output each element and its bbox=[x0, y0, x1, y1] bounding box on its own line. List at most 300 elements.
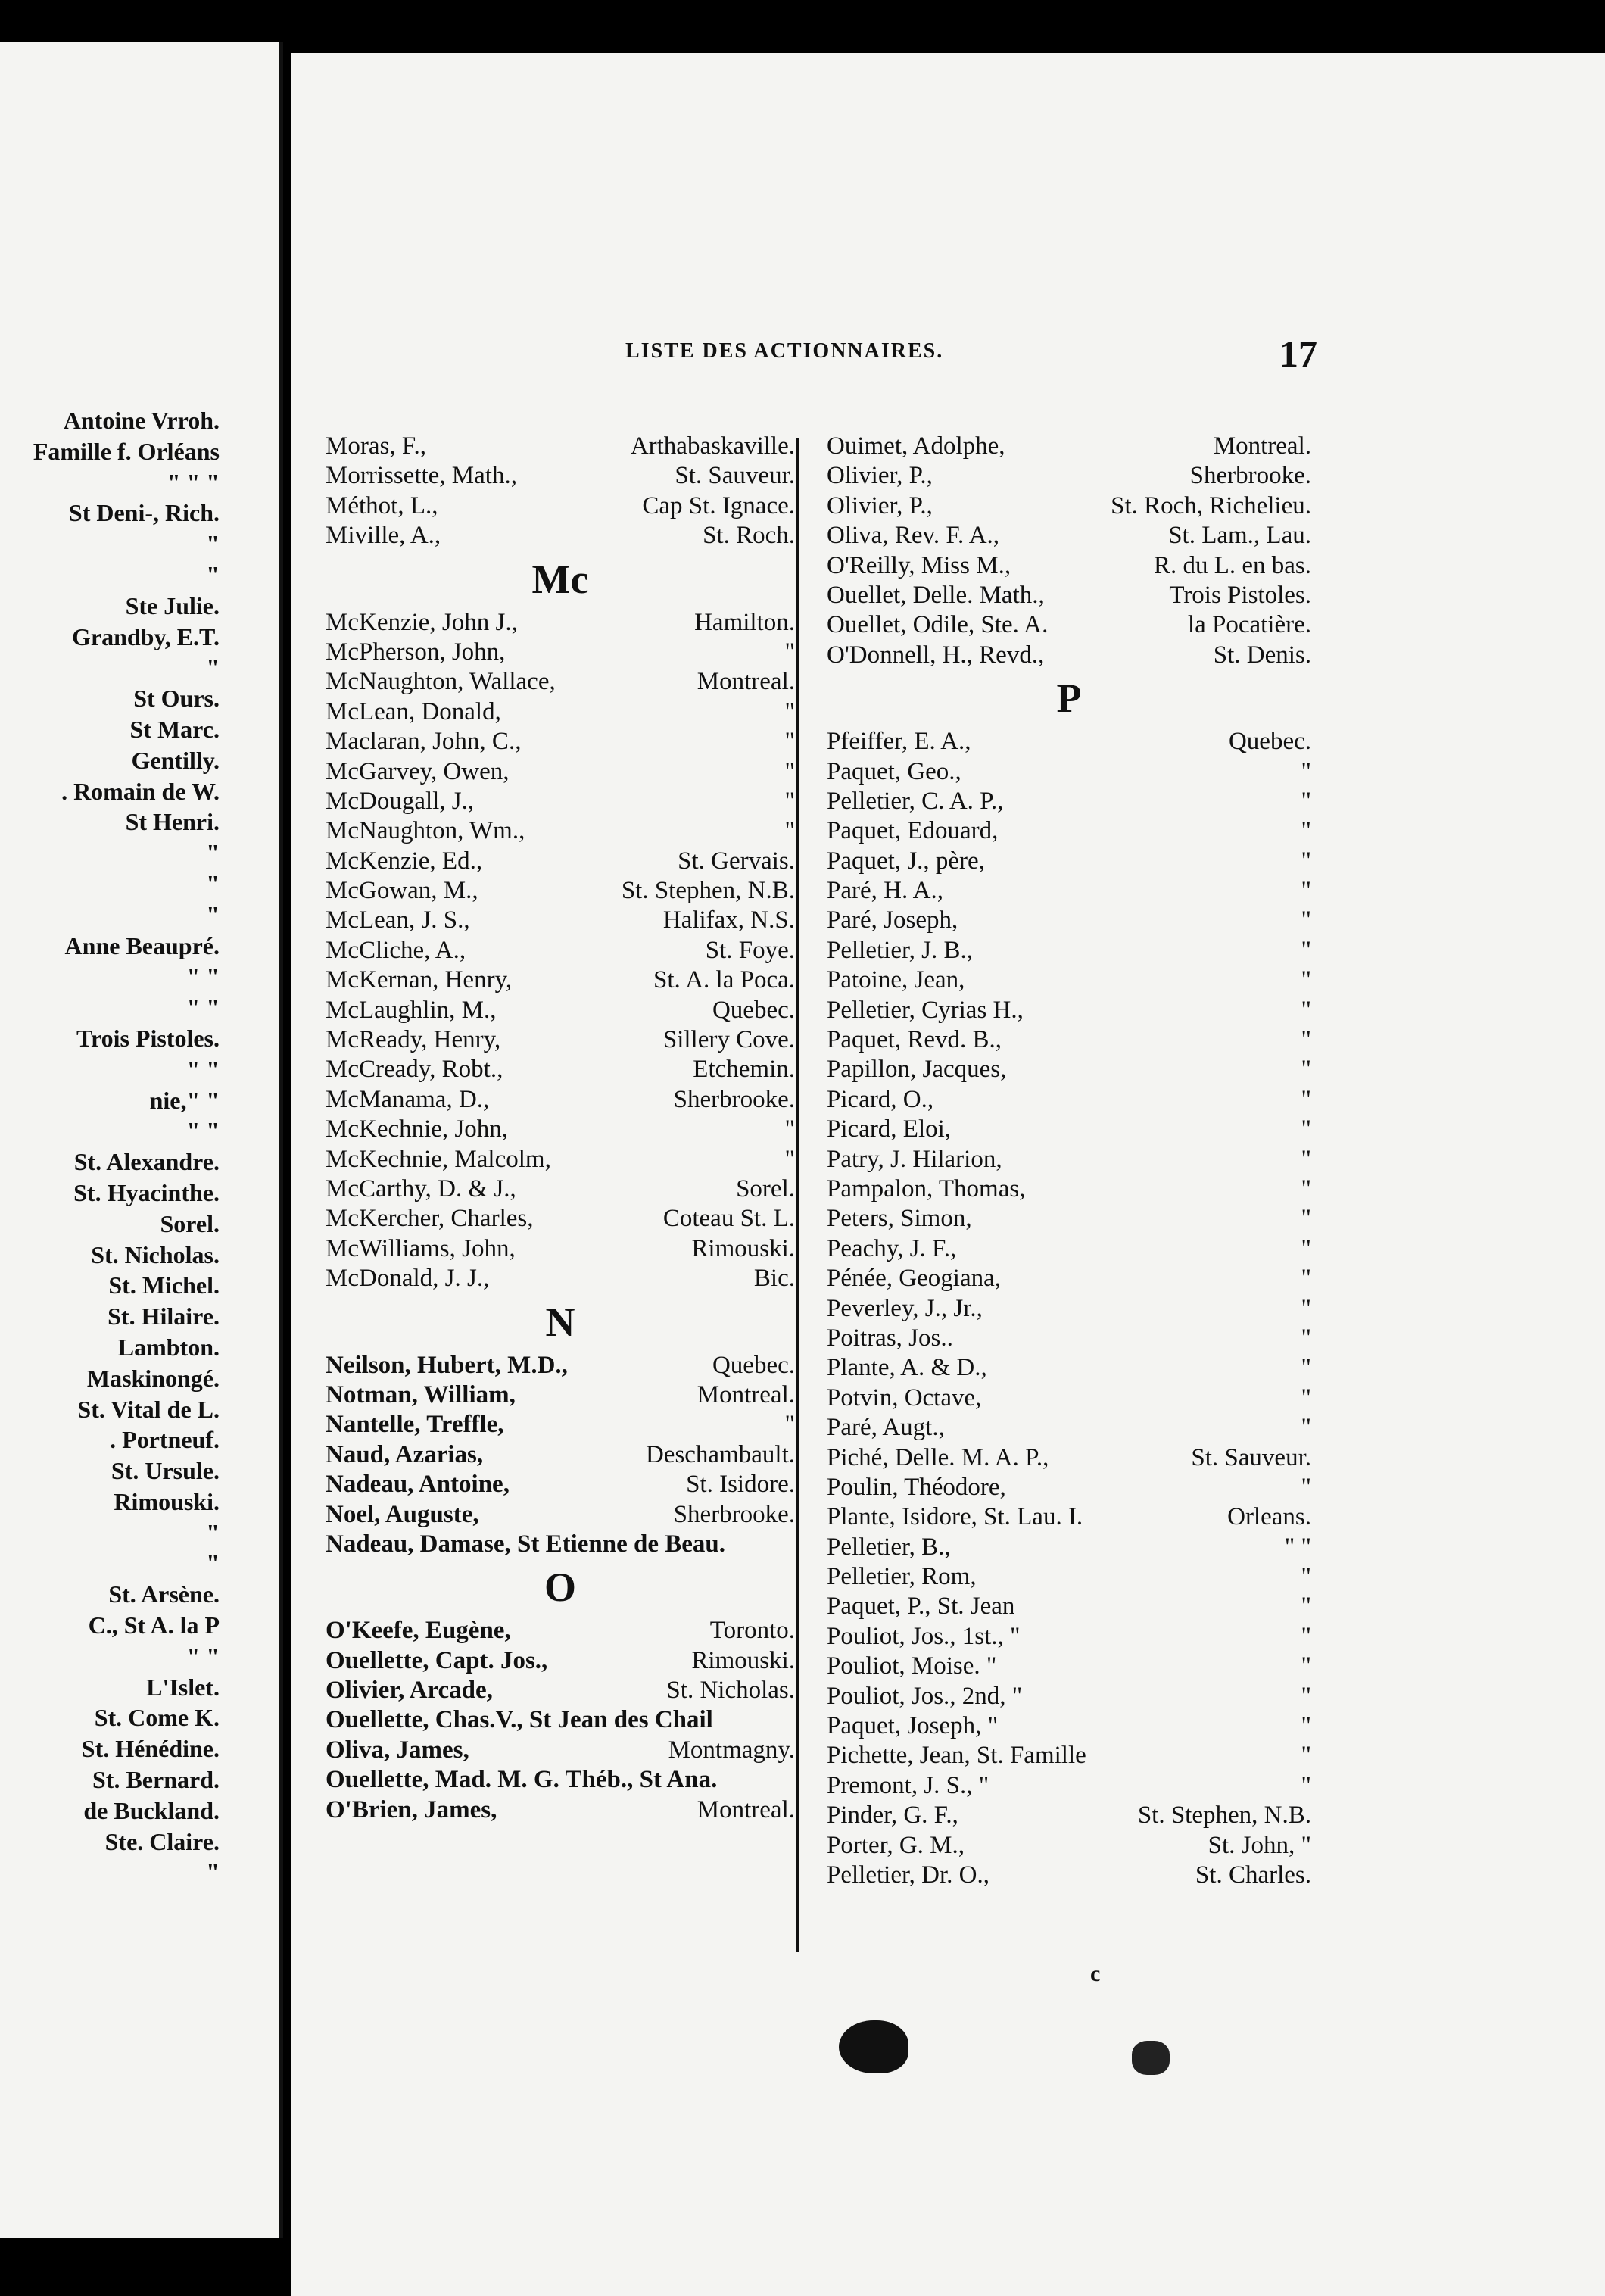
shareholder-name: McKenzie, John J., bbox=[326, 608, 518, 636]
shareholder-name: McCliche, A., bbox=[326, 936, 466, 964]
left-column bbox=[326, 432, 795, 1825]
shareholder-entry bbox=[827, 816, 1311, 846]
shareholder-entry bbox=[827, 847, 1311, 876]
previous-page-line: " " bbox=[186, 994, 220, 1022]
shareholder-name: Potvin, Octave, bbox=[827, 1384, 982, 1412]
previous-page-line: " " " bbox=[167, 468, 220, 496]
shareholder-entry bbox=[326, 1530, 795, 1559]
shareholder-name: McGarvey, Owen, bbox=[326, 757, 510, 785]
previous-page-line: St. Hyacinthe. bbox=[73, 1178, 220, 1206]
previous-page-line: " " bbox=[186, 1642, 220, 1670]
shareholder-place: " bbox=[1301, 1622, 1311, 1650]
shareholder-entry bbox=[827, 1533, 1311, 1562]
shareholder-name: McReady, Henry, bbox=[326, 1026, 501, 1054]
shareholder-name: McGowan, M., bbox=[326, 877, 478, 905]
previous-page-line: St. Hilaire. bbox=[108, 1302, 220, 1330]
shareholder-place: St. Sauveur. bbox=[675, 462, 795, 490]
shareholder-entry bbox=[827, 1831, 1311, 1861]
previous-page-line: " " bbox=[186, 962, 220, 990]
shareholder-place: Montreal. bbox=[1213, 432, 1311, 460]
shareholder-place: Quebec. bbox=[712, 996, 795, 1024]
previous-page-line: L'Islet. bbox=[146, 1673, 220, 1701]
shareholder-entry bbox=[326, 1646, 795, 1676]
shareholder-place: Montreal. bbox=[697, 1795, 795, 1823]
shareholder-entry bbox=[827, 1264, 1311, 1293]
shareholder-entry bbox=[326, 1234, 795, 1264]
shareholder-name: Neilson, Hubert, M.D., bbox=[326, 1351, 568, 1379]
shareholder-place: Sherbrooke. bbox=[673, 1085, 795, 1113]
shareholder-place: " bbox=[1301, 877, 1311, 905]
shareholder-place: " bbox=[1301, 757, 1311, 785]
previous-page-line: . Portneuf. bbox=[110, 1426, 220, 1454]
previous-page-line: Sorel. bbox=[160, 1209, 220, 1237]
shareholder-place: " bbox=[784, 697, 795, 725]
previous-page-line: St. Nicholas. bbox=[91, 1240, 220, 1268]
shareholder-place: R. du L. en bas. bbox=[1153, 551, 1311, 579]
shareholder-name: Paré, H. A., bbox=[827, 877, 943, 905]
shareholder-place: " bbox=[1301, 1205, 1311, 1233]
shareholder-place: Sherbrooke. bbox=[1189, 462, 1311, 490]
shareholder-entry bbox=[326, 432, 795, 461]
shareholder-entry bbox=[827, 641, 1311, 670]
shareholder-entry bbox=[827, 1324, 1311, 1353]
shareholder-entry bbox=[827, 936, 1311, 966]
shareholder-place: " bbox=[1301, 1056, 1311, 1084]
previous-page-line: " bbox=[206, 839, 220, 867]
shareholder-entry bbox=[326, 906, 795, 935]
shareholder-place: " bbox=[1301, 1145, 1311, 1173]
shareholder-entry bbox=[827, 1384, 1311, 1413]
previous-page-line: St. Vital de L. bbox=[77, 1395, 220, 1423]
shareholder-place: " bbox=[1301, 1682, 1311, 1710]
previous-page-line: Famille f. Orléans bbox=[33, 437, 220, 465]
shareholder-entry bbox=[326, 1175, 795, 1204]
shareholder-entry bbox=[326, 1470, 795, 1499]
previous-page-line: Rimouski. bbox=[114, 1487, 220, 1515]
shareholder-name: O'Donnell, H., Revd., bbox=[827, 641, 1045, 669]
shareholder-name: Paquet, Joseph, " bbox=[827, 1712, 999, 1740]
shareholder-place: " bbox=[1301, 1771, 1311, 1799]
shareholder-entry bbox=[326, 1204, 795, 1234]
shareholder-name: Peverley, J., Jr., bbox=[827, 1294, 983, 1322]
shareholder-name: Poitras, Jos.. bbox=[827, 1324, 953, 1352]
shareholder-name: O'Brien, James, bbox=[326, 1795, 497, 1823]
previous-page-line: Antoine Vrroh. bbox=[63, 407, 220, 434]
shareholder-place: " bbox=[1301, 1652, 1311, 1680]
shareholder-place: Toronto. bbox=[709, 1617, 795, 1645]
shareholder-place: " bbox=[1301, 1026, 1311, 1054]
shareholder-name: Ouellette, Mad. M. G. Théb., St Ana. bbox=[326, 1766, 718, 1794]
shareholder-name: O'Keefe, Eugène, bbox=[326, 1617, 511, 1645]
shareholder-place: Trois Pistoles. bbox=[1169, 581, 1311, 609]
shareholder-entry bbox=[827, 491, 1311, 521]
catchword: c bbox=[1090, 1961, 1101, 1986]
previous-page-line: Gentilly. bbox=[131, 746, 220, 774]
shareholder-place: " bbox=[1301, 1473, 1311, 1501]
shareholder-name: Peters, Simon, bbox=[827, 1205, 972, 1233]
shareholder-name: Moras, F., bbox=[326, 432, 427, 460]
shareholder-name: Pinder, G. F., bbox=[827, 1802, 958, 1830]
shareholder-entry bbox=[326, 1440, 795, 1470]
right-column bbox=[827, 432, 1311, 1890]
shareholder-place: " " bbox=[1284, 1533, 1311, 1561]
shareholder-name: Notman, William, bbox=[326, 1380, 516, 1408]
shareholder-name: McCarthy, D. & J., bbox=[326, 1175, 516, 1203]
shareholder-entry bbox=[326, 847, 795, 876]
shareholder-entry bbox=[326, 461, 795, 491]
shareholder-place: Cap St. Ignace. bbox=[642, 491, 795, 519]
shareholder-name: Plante, A. & D., bbox=[827, 1354, 987, 1382]
shareholder-entry bbox=[827, 1294, 1311, 1324]
shareholder-entry bbox=[326, 816, 795, 846]
shareholder-place: " bbox=[784, 1145, 795, 1173]
shareholder-place: la Pocatière. bbox=[1187, 611, 1311, 639]
shareholder-place: " bbox=[1301, 1234, 1311, 1262]
previous-page-line: " bbox=[206, 1858, 220, 1886]
shareholder-entry bbox=[326, 1025, 795, 1055]
shareholder-entry bbox=[827, 727, 1311, 756]
shareholder-name: Ouellette, Chas.V., St Jean des Chail bbox=[326, 1706, 713, 1734]
shareholder-place: Hamilton. bbox=[694, 608, 795, 636]
shareholder-entry bbox=[326, 1500, 795, 1530]
shareholder-place: St. Denis. bbox=[1213, 641, 1311, 669]
shareholder-place: Etchemin. bbox=[693, 1056, 795, 1084]
shareholder-place: St. Lam., Lau. bbox=[1168, 522, 1311, 550]
shareholder-place: " bbox=[1301, 1384, 1311, 1412]
shareholder-name: Paquet, Edouard, bbox=[827, 817, 999, 845]
shareholder-entry bbox=[326, 1676, 795, 1705]
shareholder-place: St. Stephen, N.B. bbox=[621, 877, 795, 905]
shareholder-place: " bbox=[1301, 1175, 1311, 1203]
shareholder-entry bbox=[827, 1055, 1311, 1084]
shareholder-place: Montreal. bbox=[697, 1380, 795, 1408]
shareholder-place: Orleans. bbox=[1227, 1503, 1311, 1531]
shareholder-name: Olivier, P., bbox=[827, 462, 933, 490]
shareholder-place: " bbox=[1301, 1563, 1311, 1591]
shareholder-name: Porter, G. M., bbox=[827, 1831, 965, 1859]
shareholder-name: McNaughton, Wallace, bbox=[326, 668, 556, 696]
shareholder-name: McNaughton, Wm., bbox=[326, 817, 525, 845]
shareholder-place: " bbox=[1301, 996, 1311, 1024]
shareholder-place: Deschambault. bbox=[645, 1440, 795, 1468]
shareholder-place: Sherbrooke. bbox=[673, 1500, 795, 1528]
shareholder-entry bbox=[827, 966, 1311, 995]
previous-page-line: Anne Beaupré. bbox=[64, 931, 220, 959]
shareholder-entry bbox=[326, 787, 795, 816]
shareholder-name: Poulin, Théodore, bbox=[827, 1473, 1006, 1501]
shareholder-entry bbox=[326, 491, 795, 521]
shareholder-entry bbox=[827, 1473, 1311, 1502]
shareholder-place: St. John, " bbox=[1208, 1831, 1311, 1859]
shareholder-place: " bbox=[1301, 1265, 1311, 1293]
shareholder-name: McDougall, J., bbox=[326, 787, 475, 815]
section-heading-o: O bbox=[544, 1564, 576, 1611]
shareholder-name: Paquet, Geo., bbox=[827, 757, 961, 785]
shareholder-name: Peachy, J. F., bbox=[827, 1234, 957, 1262]
shareholder-entry bbox=[827, 1443, 1311, 1473]
shareholder-place: " bbox=[784, 728, 795, 756]
shareholder-entry bbox=[827, 876, 1311, 906]
shareholder-place: St. Gervais. bbox=[678, 847, 795, 875]
shareholder-name: McWilliams, John, bbox=[326, 1234, 516, 1262]
shareholder-entry bbox=[326, 1351, 795, 1380]
shareholder-place: Quebec. bbox=[712, 1351, 795, 1379]
ink-blot bbox=[839, 2020, 908, 2073]
previous-page-line: C., St A. la P bbox=[88, 1611, 220, 1639]
shareholder-entry bbox=[827, 1562, 1311, 1592]
previous-page-line: St. Bernard. bbox=[92, 1766, 220, 1794]
shareholder-entry bbox=[827, 610, 1311, 640]
shareholder-place: " bbox=[1301, 817, 1311, 845]
previous-page-line: St Deni-, Rich. bbox=[68, 499, 220, 527]
shareholder-place: Montreal. bbox=[697, 668, 795, 696]
shareholder-entry bbox=[827, 1145, 1311, 1175]
shareholder-name: Pouliot, Moise. " bbox=[827, 1652, 997, 1680]
previous-page-line: St Ours. bbox=[133, 685, 220, 713]
shareholder-entry bbox=[827, 1711, 1311, 1741]
shareholder-entry bbox=[326, 757, 795, 787]
shareholder-name: Pelletier, J. B., bbox=[827, 936, 973, 964]
shareholder-entry bbox=[326, 1380, 795, 1410]
shareholder-entry bbox=[827, 757, 1311, 787]
shareholder-name: Miville, A., bbox=[326, 522, 441, 550]
shareholder-place: " bbox=[1301, 1712, 1311, 1740]
shareholder-entry bbox=[326, 1115, 795, 1144]
shareholder-name: Paquet, P., St. Jean bbox=[827, 1593, 1015, 1621]
shareholder-name: Noel, Auguste, bbox=[326, 1500, 479, 1528]
shareholder-place: " bbox=[1301, 906, 1311, 934]
shareholder-name: Méthot, L., bbox=[326, 491, 438, 519]
shareholder-entry bbox=[827, 521, 1311, 551]
shareholder-entry bbox=[326, 1085, 795, 1115]
shareholder-entry bbox=[827, 906, 1311, 935]
shareholder-place: St. Roch, Richelieu. bbox=[1111, 491, 1311, 519]
section-heading-n: N bbox=[545, 1299, 575, 1345]
shareholder-entry bbox=[326, 638, 795, 667]
previous-page-line: Maskinongé. bbox=[86, 1364, 220, 1392]
shareholder-place: St. Roch. bbox=[703, 522, 795, 550]
shareholder-name: McKernan, Henry, bbox=[326, 966, 513, 994]
shareholder-place: St. Nicholas. bbox=[666, 1677, 795, 1705]
shareholder-entry bbox=[827, 1115, 1311, 1144]
shareholder-entry bbox=[827, 1652, 1311, 1681]
shareholder-name: McKercher, Charles, bbox=[326, 1205, 534, 1233]
shareholder-name: Ouimet, Adolphe, bbox=[827, 432, 1005, 460]
previous-page-line: Trois Pistoles. bbox=[76, 1024, 220, 1052]
shareholder-name: Nadeau, Antoine, bbox=[326, 1471, 510, 1499]
shareholder-entry bbox=[827, 1682, 1311, 1711]
shareholder-name: Oliva, James, bbox=[326, 1736, 469, 1764]
shareholder-name: Pfeiffer, E. A., bbox=[827, 728, 971, 756]
previous-page-line: St. Come K. bbox=[94, 1704, 220, 1732]
shareholder-name: Piché, Delle. M. A. P., bbox=[827, 1443, 1049, 1471]
shareholder-name: McDonald, J. J., bbox=[326, 1265, 490, 1293]
shareholder-place: Halifax, N.S. bbox=[662, 906, 795, 934]
shareholder-name: Maclaran, John, C., bbox=[326, 728, 522, 756]
previous-page-line: St Marc. bbox=[129, 715, 220, 743]
previous-page-line: " bbox=[206, 900, 220, 928]
shareholder-place: " bbox=[784, 817, 795, 845]
shareholder-name: McKechnie, Malcolm, bbox=[326, 1145, 551, 1173]
shareholder-name: Pouliot, Jos., 1st., " bbox=[827, 1622, 1021, 1650]
shareholder-entry bbox=[326, 727, 795, 756]
shareholder-name: Pichette, Jean, St. Famille bbox=[827, 1742, 1086, 1770]
shareholder-place: Coteau St. L. bbox=[662, 1205, 795, 1233]
shareholder-entry bbox=[827, 1353, 1311, 1383]
shareholder-name: Pénée, Geogiana, bbox=[827, 1265, 1001, 1293]
shareholder-entry bbox=[827, 1592, 1311, 1621]
previous-page-line: " bbox=[206, 530, 220, 558]
shareholder-place: " bbox=[1301, 1593, 1311, 1621]
shareholder-name: McLean, J. S., bbox=[326, 906, 470, 934]
previous-page-line: St. Ursule. bbox=[111, 1457, 220, 1485]
shareholder-entry bbox=[326, 697, 795, 727]
shareholder-name: McKenzie, Ed., bbox=[326, 847, 483, 875]
previous-page-line: " bbox=[206, 1518, 220, 1546]
shareholder-entry bbox=[326, 1705, 795, 1735]
shareholder-place: " bbox=[1301, 1414, 1311, 1442]
shareholder-place: St. Stephen, N.B. bbox=[1137, 1802, 1311, 1830]
shareholder-name: McLean, Donald, bbox=[326, 697, 501, 725]
shareholder-name: Ouellet, Odile, Ste. A. bbox=[827, 611, 1049, 639]
previous-page-line: Ste. Claire. bbox=[104, 1827, 220, 1855]
shareholder-name: Pelletier, Dr. O., bbox=[827, 1861, 989, 1889]
shareholder-name: Plante, Isidore, St. Lau. I. bbox=[827, 1503, 1083, 1531]
shareholder-name: Paquet, J., père, bbox=[827, 847, 985, 875]
shareholder-name: Olivier, P., bbox=[827, 491, 933, 519]
shareholder-place: Rimouski. bbox=[691, 1234, 795, 1262]
shareholder-entry bbox=[326, 1736, 795, 1765]
shareholder-name: Naud, Azarias, bbox=[326, 1440, 484, 1468]
column-divider bbox=[796, 438, 799, 1952]
shareholder-place: " bbox=[1301, 1324, 1311, 1352]
previous-page-line: nie," " bbox=[149, 1086, 220, 1114]
section-heading-mc: Mc bbox=[531, 556, 589, 602]
shareholder-name: McCready, Robt., bbox=[326, 1056, 503, 1084]
shareholder-place: " bbox=[784, 787, 795, 815]
shareholder-place: " bbox=[784, 1115, 795, 1143]
shareholder-entry bbox=[827, 1771, 1311, 1801]
shareholder-name: Pelletier, Cyrias H., bbox=[827, 996, 1024, 1024]
shareholder-name: Premont, J. S., " bbox=[827, 1771, 989, 1799]
shareholder-name: Pelletier, Rom, bbox=[827, 1563, 977, 1591]
shareholder-name: Ouellette, Capt. Jos., bbox=[326, 1646, 548, 1674]
shareholder-place: " bbox=[1301, 1742, 1311, 1770]
previous-page-line: Grandby, E.T. bbox=[71, 622, 220, 650]
shareholder-place: " bbox=[1301, 966, 1311, 994]
shareholder-name: Picard, Eloi, bbox=[827, 1115, 952, 1143]
shareholder-place: " bbox=[1301, 787, 1311, 815]
shareholder-entry bbox=[827, 1234, 1311, 1264]
shareholder-place: Rimouski. bbox=[691, 1646, 795, 1674]
shareholder-name: Olivier, Arcade, bbox=[326, 1677, 493, 1705]
shareholder-place: St. A. la Poca. bbox=[653, 966, 795, 994]
shareholder-entry bbox=[326, 1264, 795, 1293]
shareholder-name: Paquet, Revd. B., bbox=[827, 1026, 1002, 1054]
shareholder-name: Patry, J. Hilarion, bbox=[827, 1145, 1002, 1173]
shareholder-place: Sillery Cove. bbox=[662, 1026, 795, 1054]
shareholder-place: St. Charles. bbox=[1195, 1861, 1311, 1889]
previous-page-line: " " bbox=[186, 1117, 220, 1145]
previous-page-column bbox=[0, 405, 220, 1888]
shareholder-name: Picard, O., bbox=[827, 1085, 934, 1113]
shareholder-entry bbox=[827, 1502, 1311, 1532]
previous-page-line: St Henri. bbox=[125, 808, 220, 836]
previous-page-line: . Romain de W. bbox=[61, 777, 220, 805]
shareholder-entry bbox=[827, 1861, 1311, 1890]
shareholder-name: McKechnie, John, bbox=[326, 1115, 509, 1143]
shareholder-name: Paré, Augt., bbox=[827, 1414, 945, 1442]
shareholder-entry bbox=[326, 667, 795, 697]
shareholder-entry bbox=[827, 432, 1311, 461]
shareholder-name: Pouliot, Jos., 2nd, " bbox=[827, 1682, 1023, 1710]
shareholder-entry bbox=[326, 876, 795, 906]
shareholder-name: Pampalon, Thomas, bbox=[827, 1175, 1026, 1203]
previous-page-line: de Buckland. bbox=[83, 1796, 220, 1824]
shareholder-name: O'Reilly, Miss M., bbox=[827, 551, 1011, 579]
shareholder-name: Nantelle, Treffle, bbox=[326, 1411, 504, 1439]
previous-page-line: St. Michel. bbox=[108, 1271, 220, 1299]
shareholder-entry bbox=[326, 966, 795, 995]
shareholder-name: Pelletier, C. A. P., bbox=[827, 787, 1004, 815]
shareholder-place: " bbox=[1301, 1294, 1311, 1322]
shareholder-entry bbox=[827, 1204, 1311, 1234]
previous-page-line: " bbox=[206, 869, 220, 897]
shareholder-entry bbox=[827, 996, 1311, 1025]
page-gutter bbox=[279, 42, 283, 2238]
shareholder-place: St. Isidore. bbox=[686, 1471, 795, 1499]
running-header: LISTE DES ACTIONNAIRES. bbox=[625, 339, 944, 363]
shareholder-place: " bbox=[1301, 936, 1311, 964]
shareholder-entry bbox=[326, 996, 795, 1025]
shareholder-entry bbox=[827, 1801, 1311, 1830]
shareholder-entry bbox=[326, 1765, 795, 1795]
previous-page-line: " bbox=[206, 654, 220, 682]
shareholder-entry bbox=[326, 608, 795, 638]
shareholder-entry bbox=[827, 787, 1311, 816]
previous-page-line: Ste Julie. bbox=[125, 591, 220, 619]
shareholder-place: " bbox=[1301, 1354, 1311, 1382]
shareholder-name: Patoine, Jean, bbox=[827, 966, 965, 994]
shareholder-entry bbox=[326, 1795, 795, 1825]
page-number: 17 bbox=[1279, 332, 1317, 375]
shareholder-entry bbox=[326, 1145, 795, 1175]
shareholder-place: Montmagny. bbox=[668, 1736, 795, 1764]
shareholder-entry bbox=[827, 551, 1311, 581]
previous-page-line: Lambton. bbox=[117, 1333, 220, 1361]
shareholder-place: Quebec. bbox=[1228, 728, 1311, 756]
shareholder-entry bbox=[827, 1413, 1311, 1443]
previous-page-line: " bbox=[206, 560, 220, 588]
shareholder-entry bbox=[326, 1616, 795, 1646]
ink-blot bbox=[1132, 2041, 1170, 2075]
shareholder-place: " bbox=[784, 638, 795, 666]
shareholder-entry bbox=[326, 521, 795, 551]
shareholder-place: St. Sauveur. bbox=[1191, 1443, 1311, 1471]
shareholder-name: Nadeau, Damase, St Etienne de Beau. bbox=[326, 1530, 726, 1558]
shareholder-place: " bbox=[1301, 1115, 1311, 1143]
shareholder-place: Arthabaskaville. bbox=[630, 432, 795, 460]
shareholder-entry bbox=[326, 1410, 795, 1440]
shareholder-entry bbox=[827, 461, 1311, 491]
shareholder-place: Sorel. bbox=[736, 1175, 795, 1203]
shareholder-entry bbox=[326, 1055, 795, 1084]
shareholder-place: " bbox=[1301, 1085, 1311, 1113]
shareholder-entry bbox=[827, 1622, 1311, 1652]
shareholder-entry bbox=[827, 581, 1311, 610]
shareholder-name: McManama, D., bbox=[326, 1085, 490, 1113]
shareholder-entry bbox=[827, 1175, 1311, 1204]
